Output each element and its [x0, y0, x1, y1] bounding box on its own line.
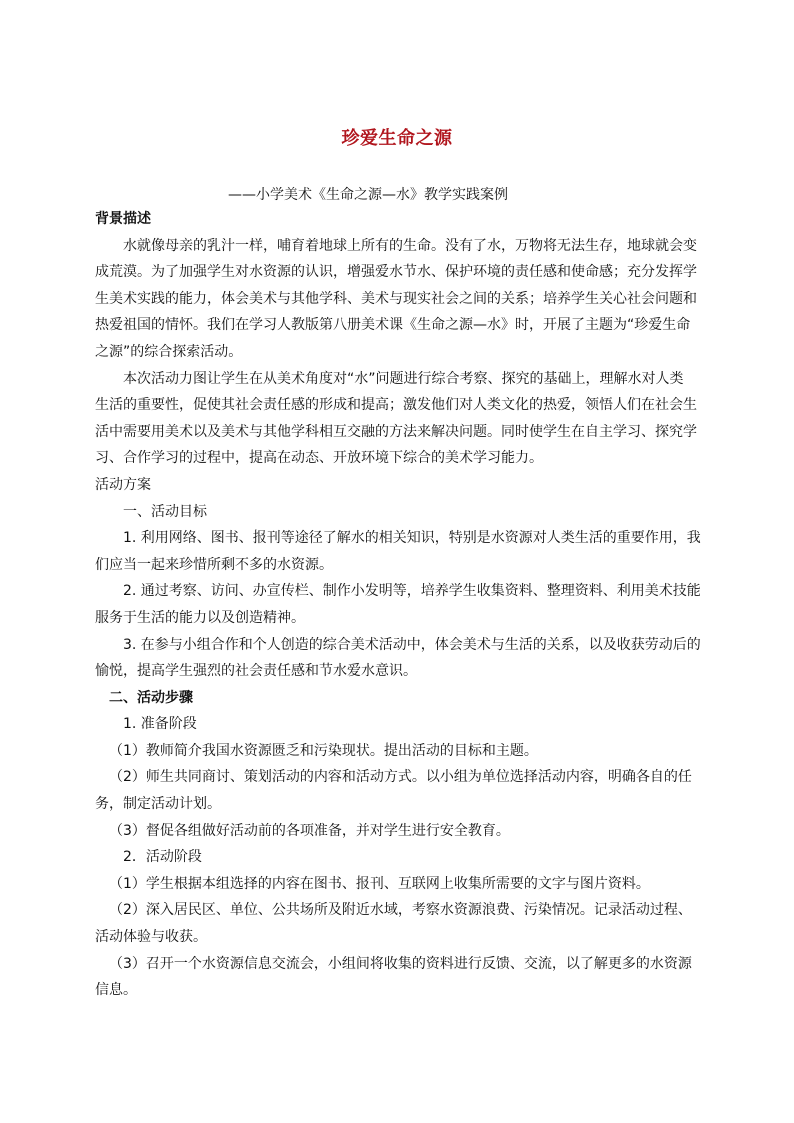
paragraph-line: 生活的重要性，促使其社会责任感的形成和提高；激发他们对人类文化的热爱，领悟人们在社会生 [95, 397, 697, 414]
stage-heading: 2．活动阶段 [123, 849, 202, 866]
paragraph-line: 本次活动力图让学生在从美术角度对“水”问题进行综合考察、探究的基础上，理解水对人类 [123, 370, 684, 387]
paragraph-line: 成荒漠。为了加强学生对水资源的认识，增强爱水节水、保护环境的责任感和使命感；充分发挥学 [95, 264, 697, 281]
step-item-line: 务，制定活动计划。 [95, 796, 221, 813]
section-heading-background: 背景描述 [95, 211, 151, 227]
step-item-line: （2）师生共同商讨、策划活动的内容和活动方式。以小组为单位选择活动内容，明确各自的任 [109, 769, 692, 786]
paragraph-line: 活中需要用美术以及美术与其他学科相互交融的方法来解决问题。同时使学生在自主学习、探究学 [95, 423, 697, 440]
subsection-heading-steps: 二、活动步骤 [109, 689, 193, 706]
step-item-line: （1）教师简介我国水资源匮乏和污染现状。提出活动的目标和主题。 [109, 742, 538, 759]
goal-item-line: 愉悦，提高学生强烈的社会责任感和节水爱水意识。 [95, 663, 417, 680]
step-item-line: （1）学生根据本组选择的内容在图书、报刊、互联网上收集所需要的文字与图片资料。 [109, 875, 650, 892]
paragraph-line: 之源”的综合探索活动。 [95, 343, 243, 360]
step-item-line: （3）召开一个水资源信息交流会，小组间将收集的资料进行反馈、交流，以了解更多的水资源 [109, 955, 692, 972]
paragraph-line: 水就像母亲的乳汁一样，哺育着地球上所有的生命。没有了水，万物将无法生存，地球就会变 [123, 237, 697, 254]
stage-heading: 1. 准备阶段 [123, 716, 197, 733]
document-subtitle: ——小学美术《生命之源—水》教学实践案例 [228, 187, 508, 203]
goal-item-line: 1. 利用网络、图书、报刊等途径了解水的相关知识，特别是水资源对人类生活的重要作用，我 [123, 530, 701, 547]
subsection-heading-goals: 一、活动目标 [123, 503, 207, 520]
paragraph-line: 生美术实践的能力，体会美术与其他学科、美术与现实社会之间的关系；培养学生关心社会问题和 [95, 290, 697, 307]
goal-item-line: 2. 通过考察、访问、办宣传栏、制作小发明等，培养学生收集资料、整理资料、利用美术技能 [123, 583, 701, 600]
document-body [95, 206, 699, 1004]
step-item-line: 信息。 [95, 982, 137, 999]
goal-item-line: 3. 在参与小组合作和个人创造的综合美术活动中，体会美术与生活的关系，以及收获劳动后的 [123, 636, 701, 653]
goal-item-line: 服务于生活的能力以及创造精神。 [95, 609, 305, 626]
step-item-line: （3）督促各组做好活动前的各项准备，并对学生进行安全教育。 [109, 822, 510, 839]
step-item-line: （2）深入居民区、单位、公共场所及附近水域，考察水资源浪费、污染情况。记录活动过程、 [109, 902, 692, 919]
step-item-line: 活动体验与收获。 [95, 929, 207, 946]
paragraph-line: 习、合作学习的过程中，提高在动态、开放环境下综合的美术学习能力。 [95, 450, 543, 467]
section-heading-plan: 活动方案 [95, 476, 151, 493]
document-title: 珍爱生命之源 [341, 128, 453, 149]
paragraph-line: 热爱祖国的情怀。我们在学习人教版第八册美术课《生命之源—水》时，开展了主题为“珍爱生命 [95, 317, 691, 334]
goal-item-line: 们应当一起来珍惜所剩不多的水资源。 [95, 556, 333, 573]
